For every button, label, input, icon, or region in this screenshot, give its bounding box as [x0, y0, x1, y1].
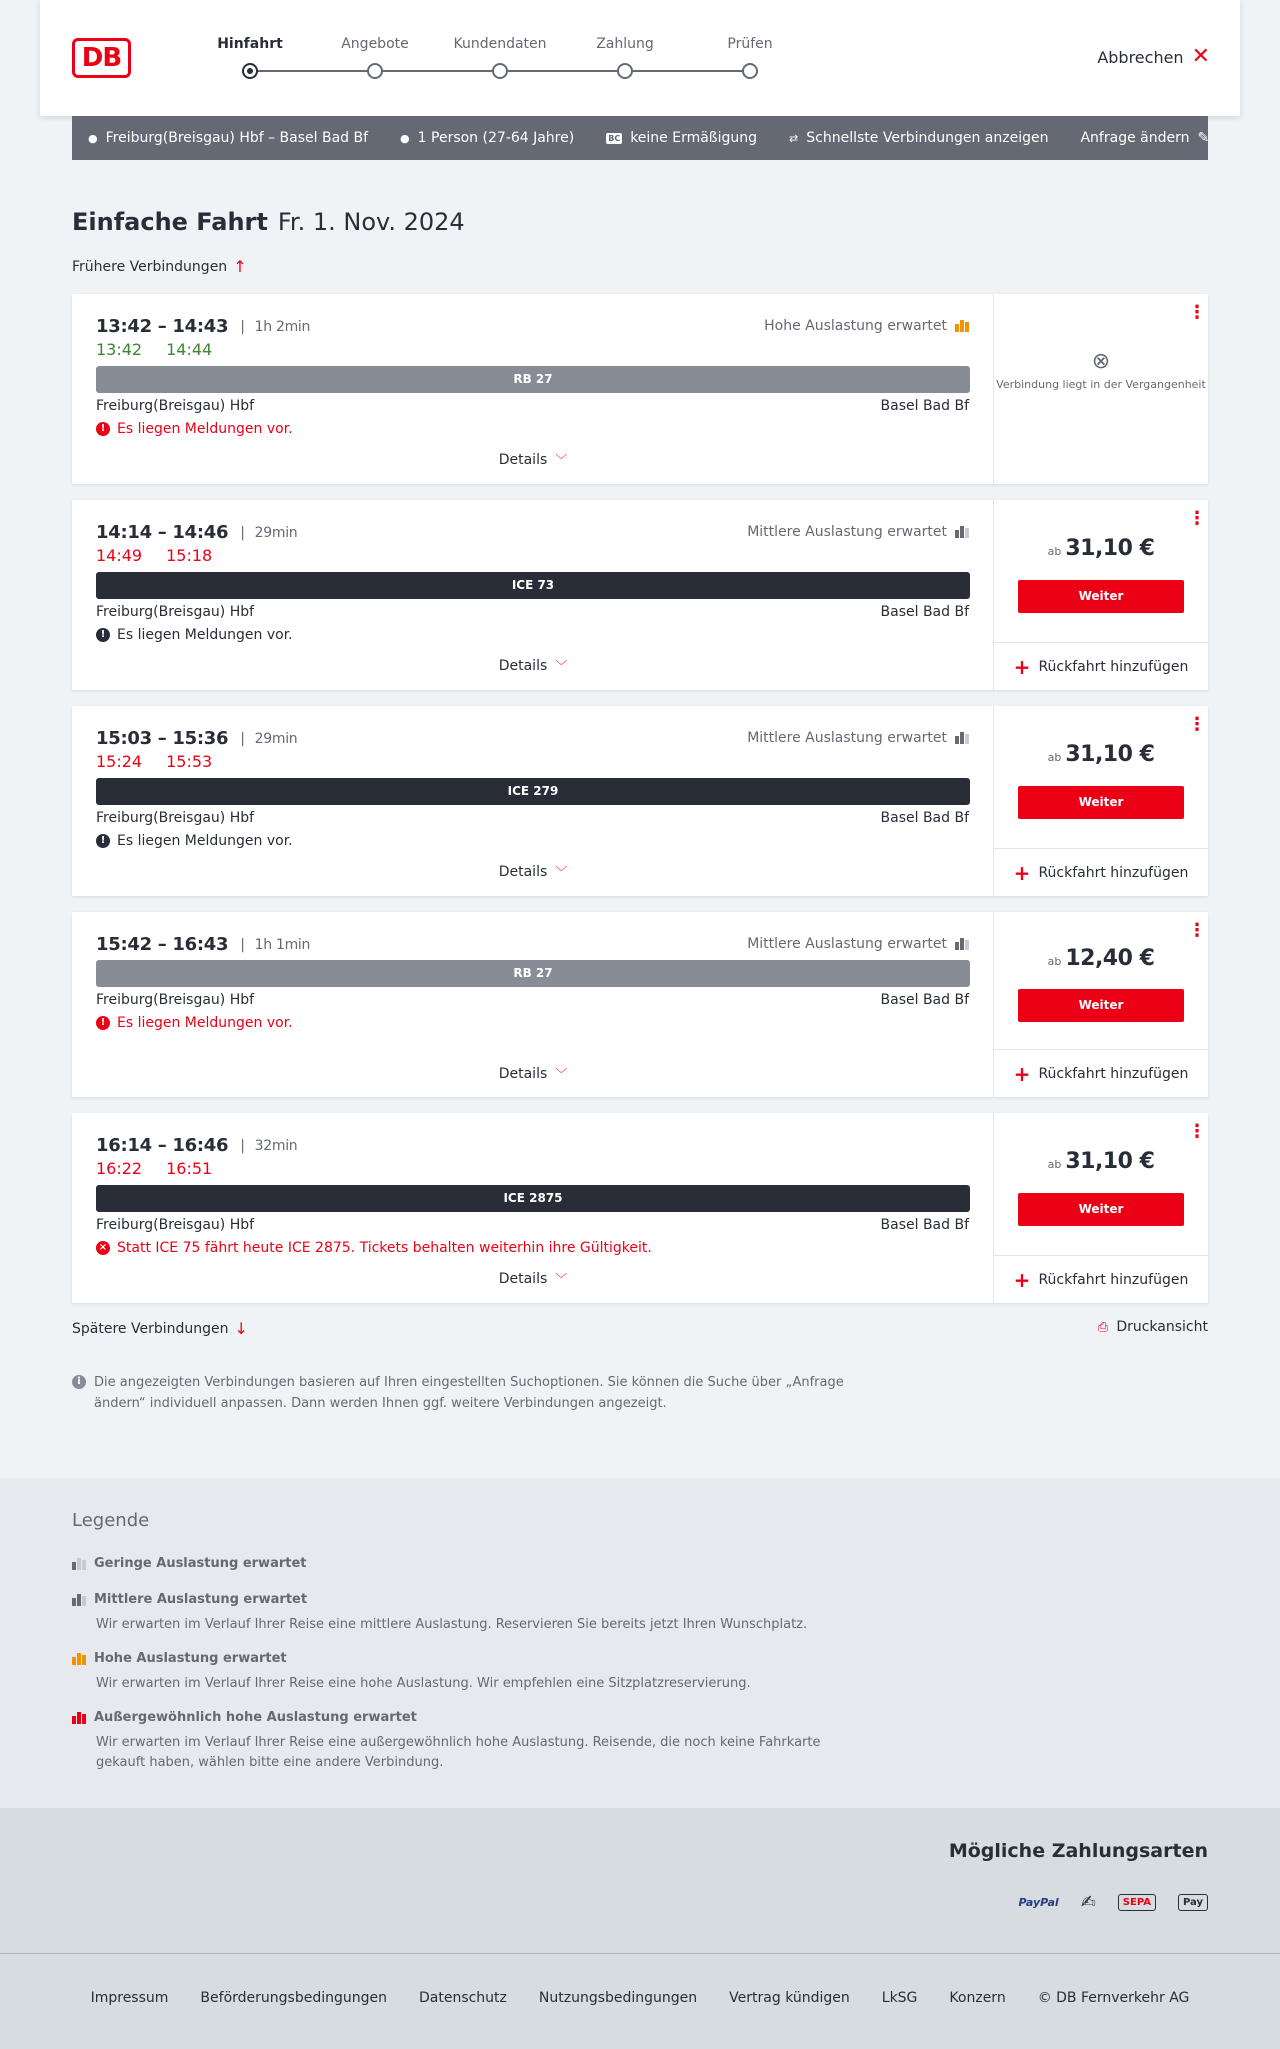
realtime-times: [96, 752, 212, 771]
details-label: Details: [498, 657, 548, 674]
later-label: Spätere Verbindungen: [72, 1320, 229, 1337]
plus-icon: +: [1013, 1267, 1031, 1292]
price-prefix: ab: [1047, 545, 1062, 558]
details-toggle[interactable]: [72, 451, 994, 468]
price-prefix: ab: [1047, 751, 1062, 764]
page-title: [72, 208, 465, 236]
more-options-icon[interactable]: ⋮: [1188, 508, 1206, 529]
connection-offer: [994, 294, 1208, 484]
duration: 29min: [254, 730, 298, 747]
details-toggle[interactable]: [72, 1270, 994, 1287]
trip-date: Fr. 1. Nov. 2024: [277, 208, 465, 236]
load-indicator: [764, 318, 969, 334]
add-return-button[interactable]: [994, 1255, 1208, 1303]
payment-icons: [1019, 1892, 1208, 1913]
load-text: Mittlere Auslastung erwartet: [747, 524, 947, 540]
continue-button[interactable]: Weiter: [1018, 786, 1184, 819]
destination-station: Basel Bad Bf: [880, 604, 969, 620]
price-prefix: ab: [1047, 955, 1062, 968]
connection-times: 16:14 – 16:46 | 32min: [96, 1135, 298, 1156]
footer: [0, 1953, 1280, 2049]
footer-link-vertrag-kuendigen[interactable]: Vertrag kündigen: [729, 1990, 850, 2006]
details-toggle[interactable]: [72, 863, 994, 880]
origin-station: Freiburg(Breisgau) Hbf: [96, 810, 255, 826]
chevron-down-icon: ﹀: [555, 1272, 568, 1286]
connection-info[interactable]: [72, 912, 994, 1097]
earlier-label: Frühere Verbindungen: [72, 258, 228, 275]
footer-copyright: © DB Fernverkehr AG: [1037, 1990, 1190, 2006]
details-label: Details: [498, 863, 548, 880]
details-label: Details: [498, 1270, 548, 1287]
message-notice: [96, 1240, 652, 1256]
cancel-button[interactable]: [1097, 44, 1210, 69]
more-options-icon[interactable]: ⋮: [1188, 302, 1206, 323]
connection-info[interactable]: [72, 706, 994, 896]
legend-item-title: Hohe Auslastung erwartet: [94, 1651, 287, 1666]
realtime-arrival: 15:18: [166, 546, 213, 565]
footer-link-impressum[interactable]: Impressum: [90, 1990, 169, 2006]
legend-item-title: Außergewöhnlich hohe Auslastung erwartet: [94, 1710, 417, 1725]
add-return-label: Rückfahrt hinzufügen: [1038, 658, 1189, 675]
planned-times: 16:14 – 16:46: [96, 1135, 229, 1156]
chevron-down-icon: ﹀: [555, 865, 568, 879]
legend-item-desc: Wir erwarten im Verlauf Ihrer Reise eine hohe Auslastung. Wir empfehlen eine Sitzplatzreservierung.: [96, 1676, 751, 1691]
step-label: Zahlung: [596, 36, 654, 52]
legend-item-title: Geringe Auslastung erwartet: [94, 1556, 307, 1571]
step-angebote: [320, 34, 430, 54]
cart-unavailable-icon: ⊗: [1091, 349, 1111, 374]
add-return-label: Rückfahrt hinzufügen: [1038, 1065, 1189, 1082]
connection-card: [72, 706, 1208, 896]
step-label: Angebote: [341, 36, 409, 52]
db-logo[interactable]: DB: [72, 38, 131, 78]
message-notice: [96, 627, 293, 643]
add-return-button[interactable]: [994, 642, 1208, 690]
details-toggle[interactable]: [72, 657, 994, 674]
footer-link-lksg[interactable]: LkSG: [881, 1990, 918, 2006]
legend-item-desc: Wir erwarten im Verlauf Ihrer Reise eine außergewöhnlich hohe Auslastung. Reisende, die noch keine Fahrkarte gekauft haben, wählen bitte eine andere Verbindung.: [96, 1735, 821, 1770]
step-zahlung: [570, 34, 680, 54]
info-text: Die angezeigten Verbindungen basieren auf Ihren eingestellten Suchoptionen. Sie können die Suche über „Anfrage ändern“ individuell anpassen. Dann werden Ihnen ggf. weitere Verbindungen angezeigt.: [94, 1375, 844, 1411]
price-value: 31,10 €: [1065, 742, 1155, 767]
bahncard-icon: BC: [608, 133, 621, 143]
past-text: Verbindung liegt in der Vergangenheit: [996, 378, 1206, 391]
high-load-icon: [955, 320, 969, 332]
persons-text: 1 Person (27-64 Jahre): [417, 130, 575, 146]
legend-item-desc: Wir erwarten im Verlauf Ihrer Reise eine mittlere Auslastung. Reservieren Sie bereits jetzt Ihren Wunschplatz.: [96, 1617, 808, 1632]
step-label: Prüfen: [727, 36, 773, 52]
connection-offer: [994, 706, 1208, 896]
printer-icon: ⎙: [1097, 1319, 1109, 1335]
route-summary: [88, 130, 368, 146]
message-text: Es liegen Meldungen vor.: [117, 1015, 293, 1031]
realtime-arrival: 14:44: [166, 340, 213, 359]
swap-arrows-icon: ⇄: [789, 131, 799, 145]
legend-item-title: Mittlere Auslastung erwartet: [94, 1592, 308, 1607]
origin-station: Freiburg(Breisgau) Hbf: [96, 604, 255, 620]
message-notice: [96, 833, 293, 849]
load-text: Mittlere Auslastung erwartet: [747, 936, 947, 952]
price-value: 12,40 €: [1065, 946, 1155, 971]
destination-station: Basel Bad Bf: [880, 1217, 969, 1233]
plus-icon: +: [1013, 1061, 1031, 1086]
step-label: Kundendaten: [453, 36, 547, 52]
connection-card: [72, 294, 1208, 484]
realtime-times: [96, 1159, 212, 1178]
realtime-departure: 16:22: [96, 1159, 143, 1178]
more-options-icon[interactable]: ⋮: [1188, 1121, 1206, 1142]
medium-load-icon: [72, 1594, 86, 1606]
train-bar: RB 27: [96, 960, 970, 987]
alert-icon: !: [96, 628, 110, 642]
planned-times: 13:42 – 14:43: [96, 316, 229, 337]
alert-icon: !: [96, 1016, 110, 1030]
legend-section: [0, 1478, 1280, 1808]
price-prefix: ab: [1047, 1158, 1062, 1171]
details-label: Details: [498, 1065, 548, 1082]
step-kundendaten: [445, 34, 555, 54]
fastest-text: Schnellste Verbindungen anzeigen: [806, 130, 1049, 146]
load-text: Mittlere Auslastung erwartet: [747, 730, 947, 746]
plus-icon: +: [1013, 860, 1031, 885]
header: [40, 0, 1240, 116]
medium-load-icon: [955, 732, 969, 744]
duration: 29min: [254, 524, 298, 541]
step-hinfahrt: [195, 34, 305, 54]
details-toggle[interactable]: [72, 1065, 994, 1082]
more-options-icon[interactable]: ⋮: [1188, 920, 1206, 941]
very-high-load-icon: [72, 1712, 86, 1724]
realtime-departure: 15:24: [96, 752, 143, 771]
apple-pay-icon: Pay: [1178, 1894, 1208, 1911]
step-label: Hinfahrt: [217, 36, 283, 52]
step-circle: [742, 63, 758, 79]
medium-load-icon: [955, 938, 969, 950]
past-connection-notice: [994, 349, 1208, 392]
info-icon: i: [72, 1375, 86, 1389]
progress-steps: [210, 34, 773, 84]
arrow-up-icon: ↑: [233, 257, 247, 276]
continue-button[interactable]: Weiter: [1018, 1193, 1184, 1226]
train-bar: RB 27: [96, 366, 970, 393]
details-label: Details: [498, 451, 548, 468]
discount-text: keine Ermäßigung: [630, 130, 758, 146]
price: [994, 536, 1208, 561]
load-indicator: [747, 936, 969, 952]
price-value: 31,10 €: [1065, 536, 1155, 561]
pencil-icon: ✎: [1197, 130, 1210, 146]
fastest-summary: [789, 130, 1048, 146]
more-options-icon[interactable]: ⋮: [1188, 714, 1206, 735]
connection-info[interactable]: [72, 500, 994, 690]
cancel-label: Abbrechen: [1097, 47, 1184, 67]
load-indicator: [747, 730, 969, 746]
print-label: Druckansicht: [1116, 1319, 1208, 1335]
destination-station: Basel Bad Bf: [880, 810, 969, 826]
add-return-label: Rückfahrt hinzufügen: [1038, 864, 1189, 881]
add-return-label: Rückfahrt hinzufügen: [1038, 1271, 1189, 1288]
add-return-button[interactable]: [994, 1049, 1208, 1097]
realtime-times: [96, 340, 212, 359]
connection-times: 13:42 – 14:43 | 1h 2min: [96, 316, 311, 337]
train-bar: ICE 73: [96, 572, 970, 599]
duration: 32min: [254, 1137, 298, 1154]
chevron-down-icon: ﹀: [555, 1067, 568, 1081]
sepa-icon: SEPA: [1118, 1894, 1156, 1911]
planned-times: 15:03 – 15:36: [96, 728, 229, 749]
origin-station: Freiburg(Breisgau) Hbf: [96, 992, 255, 1008]
high-load-icon: [72, 1653, 86, 1665]
origin-station: Freiburg(Breisgau) Hbf: [96, 1217, 255, 1233]
price: [994, 1149, 1208, 1174]
medium-load-icon: [955, 526, 969, 538]
connection-times: 15:42 – 16:43 | 1h 1min: [96, 934, 311, 955]
chevron-down-icon: ﹀: [555, 659, 568, 673]
realtime-departure: 14:49: [96, 546, 143, 565]
step-pruefen: [695, 34, 805, 54]
connection-offer: [994, 912, 1208, 1097]
message-text: Es liegen Meldungen vor.: [117, 627, 293, 643]
realtime-departure: 13:42: [96, 340, 143, 359]
message-text: Statt ICE 75 fährt heute ICE 2875. Tickets behalten weiterhin ihre Gültigkeit.: [117, 1240, 652, 1256]
plus-icon: +: [1013, 654, 1031, 679]
change-query-label: Anfrage ändern: [1080, 130, 1190, 146]
price: [994, 946, 1208, 971]
connection-times: 14:14 – 14:46 | 29min: [96, 522, 298, 543]
legend-item: [72, 1554, 872, 1574]
realtime-times: [96, 546, 212, 565]
discount-summary: [606, 130, 757, 146]
connection-card: [72, 912, 1208, 1097]
search-summary-bar: [72, 116, 1208, 160]
price: [994, 742, 1208, 767]
error-x-icon: ×: [96, 1241, 110, 1255]
step-circle-active: [242, 63, 258, 79]
train-bar: ICE 279: [96, 778, 970, 805]
planned-times: 15:42 – 16:43: [96, 934, 229, 955]
message-notice: [96, 1015, 293, 1031]
alert-icon: !: [96, 834, 110, 848]
earlier-connections-link[interactable]: [72, 257, 247, 276]
step-circle: [367, 63, 383, 79]
step-circle: [617, 63, 633, 79]
person-icon: ●: [400, 131, 410, 145]
legend-item: [72, 1708, 872, 1773]
footer-link-konzern[interactable]: Konzern: [949, 1990, 1006, 2006]
search-info-note: [72, 1372, 852, 1414]
footer-link-datenschutz[interactable]: Datenschutz: [418, 1990, 507, 2006]
payment-methods-section: [0, 1808, 1280, 1953]
trip-type: Einfache Fahrt: [72, 208, 268, 236]
connection-info[interactable]: [72, 294, 994, 484]
connection-offer: [994, 1113, 1208, 1303]
footer-links: [0, 1990, 1280, 2006]
price-value: 31,10 €: [1065, 1149, 1155, 1174]
connection-times: 15:03 – 15:36 | 29min: [96, 728, 298, 749]
footer-link-befoerderungsbedingungen[interactable]: Beförderungsbedingungen: [200, 1990, 387, 2006]
load-indicator: [747, 524, 969, 540]
continue-button[interactable]: Weiter: [1018, 989, 1184, 1022]
realtime-arrival: 15:53: [166, 752, 213, 771]
origin-station: Freiburg(Breisgau) Hbf: [96, 398, 255, 414]
print-view-link[interactable]: [1098, 1319, 1208, 1335]
credit-card-icon: ✍: [1080, 1892, 1096, 1913]
arrow-down-icon: ↓: [234, 1319, 248, 1338]
duration: 1h 2min: [254, 318, 311, 335]
duration: 1h 1min: [254, 936, 311, 953]
connection-info[interactable]: [72, 1113, 994, 1303]
message-text: Es liegen Meldungen vor.: [117, 833, 293, 849]
alert-icon: !: [96, 422, 110, 436]
location-pin-icon: ●: [88, 131, 98, 145]
paypal-icon: PayPal: [1018, 1896, 1059, 1909]
connection-offer: [994, 500, 1208, 690]
change-query-button[interactable]: [1080, 130, 1209, 146]
train-bar: ICE 2875: [96, 1185, 970, 1212]
load-text: Hohe Auslastung erwartet: [764, 318, 947, 334]
legend-item: [72, 1649, 872, 1694]
low-load-icon: [72, 1558, 86, 1570]
continue-button[interactable]: Weiter: [1018, 580, 1184, 613]
planned-times: 14:14 – 14:46: [96, 522, 229, 543]
add-return-button[interactable]: [994, 848, 1208, 896]
destination-station: Basel Bad Bf: [880, 398, 969, 414]
payment-title: Mögliche Zahlungsarten: [948, 1840, 1208, 1862]
persons-summary: [400, 130, 574, 146]
route-text: Freiburg(Breisgau) Hbf – Basel Bad Bf: [105, 130, 369, 146]
close-icon: ✕: [1191, 44, 1210, 69]
legend-item: [72, 1590, 872, 1635]
realtime-arrival: 16:51: [166, 1159, 213, 1178]
connection-card: [72, 1113, 1208, 1303]
legend-title: Legende: [72, 1510, 150, 1531]
destination-station: Basel Bad Bf: [880, 992, 969, 1008]
later-connections-link[interactable]: [72, 1319, 248, 1338]
message-text: Es liegen Meldungen vor.: [117, 421, 293, 437]
footer-link-nutzungsbedingungen[interactable]: Nutzungsbedingungen: [538, 1990, 698, 2006]
step-circle: [492, 63, 508, 79]
connection-card: [72, 500, 1208, 690]
chevron-down-icon: ﹀: [555, 453, 568, 467]
message-notice: [96, 421, 293, 437]
